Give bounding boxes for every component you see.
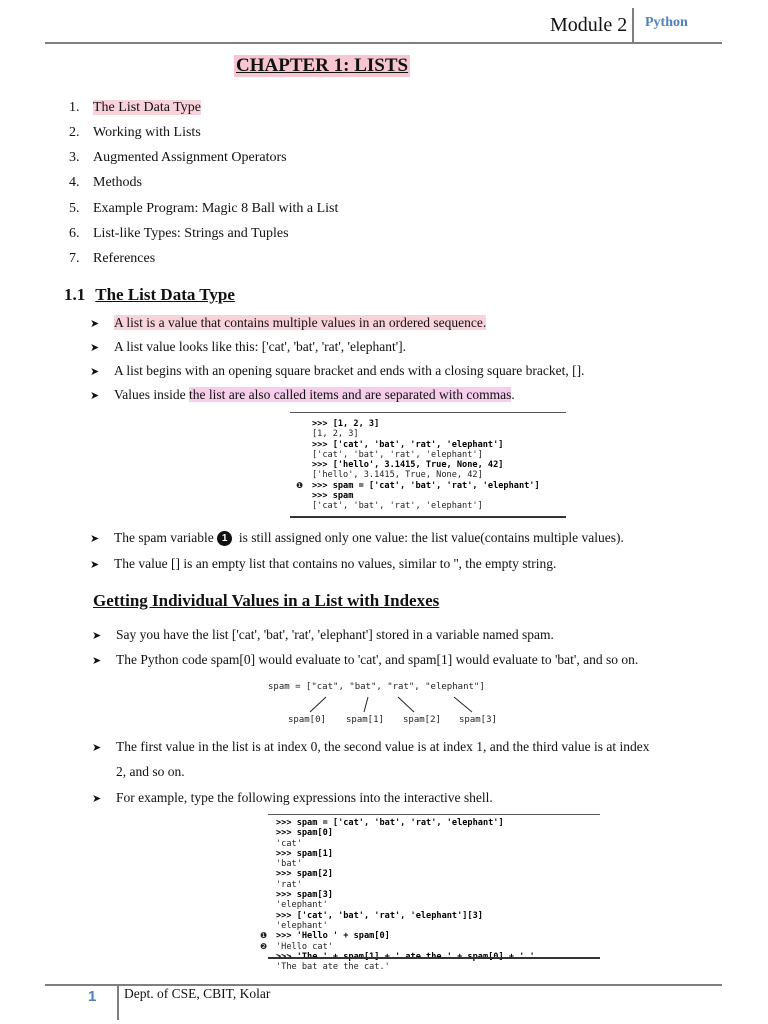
diagram-index-label: spam[2] [403, 715, 441, 725]
bullet-item: ➤ A list is a value that contains multiple values in an ordered sequence. [90, 315, 487, 330]
code-line [296, 429, 540, 439]
arrow-bullet-icon: ➤ [90, 533, 100, 545]
toc-item-label: Working with Lists [93, 125, 201, 140]
code-line [260, 931, 535, 941]
section-heading [64, 285, 235, 305]
callout-number-icon: 1 [217, 531, 232, 546]
code-line [260, 962, 535, 972]
code-text: >>> 'Hello ' + spam[0] [276, 931, 390, 942]
code-text: 'elephant' [276, 920, 328, 931]
code-block [296, 419, 540, 512]
diagram-arrow [364, 697, 368, 712]
footer-divider [117, 984, 119, 1020]
code-text: >>> spam[3] [276, 890, 333, 901]
code-line [296, 450, 540, 460]
bullet-item: ➤ Say you have the list ['cat', 'bat', 'rat', 'elephant'] stored in a variable named spam. [92, 627, 554, 642]
header-module: Module 2 [550, 14, 628, 36]
code-line [296, 491, 540, 501]
toc-item-label: List-like Types: Strings and Tuples [93, 226, 289, 241]
code-line [260, 849, 535, 859]
code-text: 'Hello cat' [276, 941, 333, 952]
code-text: ['hello', 3.1415, True, None, 42] [312, 470, 483, 481]
arrow-bullet-icon: ➤ [90, 559, 100, 571]
code-text: 'rat' [276, 879, 302, 890]
toc-item-number: 2. [69, 125, 80, 140]
toc-item-number: 1. [69, 100, 80, 115]
code-line [260, 828, 535, 838]
code-text: 'bat' [276, 859, 302, 870]
code-line [260, 880, 535, 890]
code-bottom-rule [290, 516, 566, 518]
code-line [296, 470, 540, 480]
code-line [260, 818, 535, 828]
toc-item [69, 175, 142, 191]
code-line [260, 869, 535, 879]
code-line [296, 440, 540, 450]
bullet-item: ➤ Values inside the list are also called items and are separated with commas. [90, 387, 515, 402]
arrow-bullet-icon: ➤ [90, 366, 100, 378]
code-line [260, 890, 535, 900]
header-subject: Python [645, 15, 688, 30]
arrow-bullet-icon: ➤ [92, 630, 102, 642]
diagram-index-label: spam[1] [346, 715, 384, 725]
code-line [260, 942, 535, 952]
arrow-bullet-icon: ➤ [90, 342, 100, 354]
arrow-bullet-icon: ➤ [92, 742, 102, 754]
toc-item-label: Example Program: Magic 8 Ball with a List [93, 201, 339, 216]
code-block [260, 818, 535, 972]
arrow-bullet-icon: ➤ [90, 318, 100, 330]
toc-item-number: 7. [69, 251, 80, 266]
bullet-continuation: 2, and so on. [116, 764, 185, 779]
toc-item-number: 5. [69, 201, 80, 216]
callout-marker-icon: ❶ [260, 931, 268, 941]
toc-item [69, 100, 201, 116]
diagram-arrow [310, 697, 326, 712]
section-title: The List Data Type [95, 285, 235, 304]
footer-department: Dept. of CSE, CBIT, Kolar [124, 986, 271, 1001]
diagram-arrow [398, 697, 414, 712]
code-line [296, 460, 540, 470]
code-line [260, 921, 535, 931]
bullet-item: ➤ The spam variable 1 is still assigned only one value: the list value(contains multiple values). [90, 530, 624, 545]
toc-item-number: 4. [69, 175, 80, 190]
code-text: >>> spam = ['cat', 'bat', 'rat', 'elephant'] [312, 480, 540, 491]
toc-item [69, 125, 201, 141]
toc-item-label: The List Data Type [93, 100, 202, 115]
section-number: 1.1 [64, 285, 86, 304]
chapter-title: CHAPTER 1: LISTS [236, 55, 409, 76]
toc-item-number: 6. [69, 226, 80, 241]
toc-item-label: Methods [93, 175, 142, 190]
toc-item-number: 3. [69, 150, 80, 165]
callout-marker-icon: ❶ [296, 480, 304, 490]
code-text: 'The bat ate the cat.' [276, 962, 390, 973]
toc-item-label: References [93, 251, 156, 266]
code-text: 'elephant' [276, 900, 328, 911]
code-bottom-rule [268, 957, 600, 959]
toc-item [69, 150, 287, 166]
code-text: [1, 2, 3] [312, 429, 359, 440]
header-divider [632, 8, 634, 42]
header-rule [45, 42, 722, 44]
code-line [260, 839, 535, 849]
code-text: >>> spam[1] [276, 848, 333, 859]
code-text: >>> spam[0] [276, 828, 333, 839]
code-top-rule [290, 412, 566, 413]
code-text: >>> spam[2] [276, 869, 333, 880]
code-text: 'cat' [276, 838, 302, 849]
code-text: ['cat', 'bat', 'rat', 'elephant'] [312, 449, 483, 460]
code-line [296, 481, 540, 491]
arrow-bullet-icon: ➤ [92, 793, 102, 805]
subsection-title: Getting Individual Values in a List with Indexes [93, 591, 440, 610]
code-line [260, 900, 535, 910]
arrow-bullet-icon: ➤ [90, 390, 100, 402]
code-text: >>> spam [312, 491, 354, 502]
bullet-item: ➤ For example, type the following expressions into the interactive shell. [92, 790, 493, 805]
callout-marker-icon: ❷ [260, 941, 268, 951]
index-diagram [260, 676, 510, 728]
code-text: >>> ['cat', 'bat', 'rat', 'elephant'] [312, 439, 504, 450]
diagram-index-label: spam[0] [288, 715, 326, 725]
bullet-item: ➤ The value [] is an empty list that contains no values, similar to '', the empty string. [90, 556, 557, 571]
diagram-arrow [454, 697, 472, 712]
code-line [296, 501, 540, 511]
bullet-item: ➤ A list value looks like this: ['cat', 'bat', 'rat', 'elephant']. [90, 339, 407, 354]
bullet-item: ➤ A list begins with an opening square bracket and ends with a closing square bracket, []. [90, 363, 585, 378]
toc-item [69, 201, 338, 217]
bullet-item: ➤ The first value in the list is at index 0, the second value is at index 1, and the third value is at index [92, 739, 650, 754]
code-text: >>> ['cat', 'bat', 'rat', 'elephant'][3] [276, 910, 483, 921]
code-text: >>> ['hello', 3.1415, True, None, 42] [312, 460, 504, 471]
bullet-item: ➤ The Python code spam[0] would evaluate to 'cat', and spam[1] would evaluate to 'bat', and so on. [92, 652, 639, 667]
toc-item-label: Augmented Assignment Operators [93, 150, 287, 165]
code-text: ['cat', 'bat', 'rat', 'elephant'] [312, 501, 483, 512]
page-number: 1 [88, 988, 97, 1005]
code-top-rule [268, 814, 600, 815]
toc-item [69, 226, 289, 242]
diagram-list-text: spam = ["cat", "bat", "rat", "elephant"] [268, 682, 485, 692]
code-text: >>> spam = ['cat', 'bat', 'rat', 'elephant'] [276, 818, 504, 828]
code-line [260, 911, 535, 921]
arrow-bullet-icon: ➤ [92, 655, 102, 667]
code-text: >>> [1, 2, 3] [312, 419, 380, 429]
code-line [260, 859, 535, 869]
code-line [296, 419, 540, 429]
diagram-index-label: spam[3] [459, 715, 497, 725]
toc-item [69, 251, 155, 267]
